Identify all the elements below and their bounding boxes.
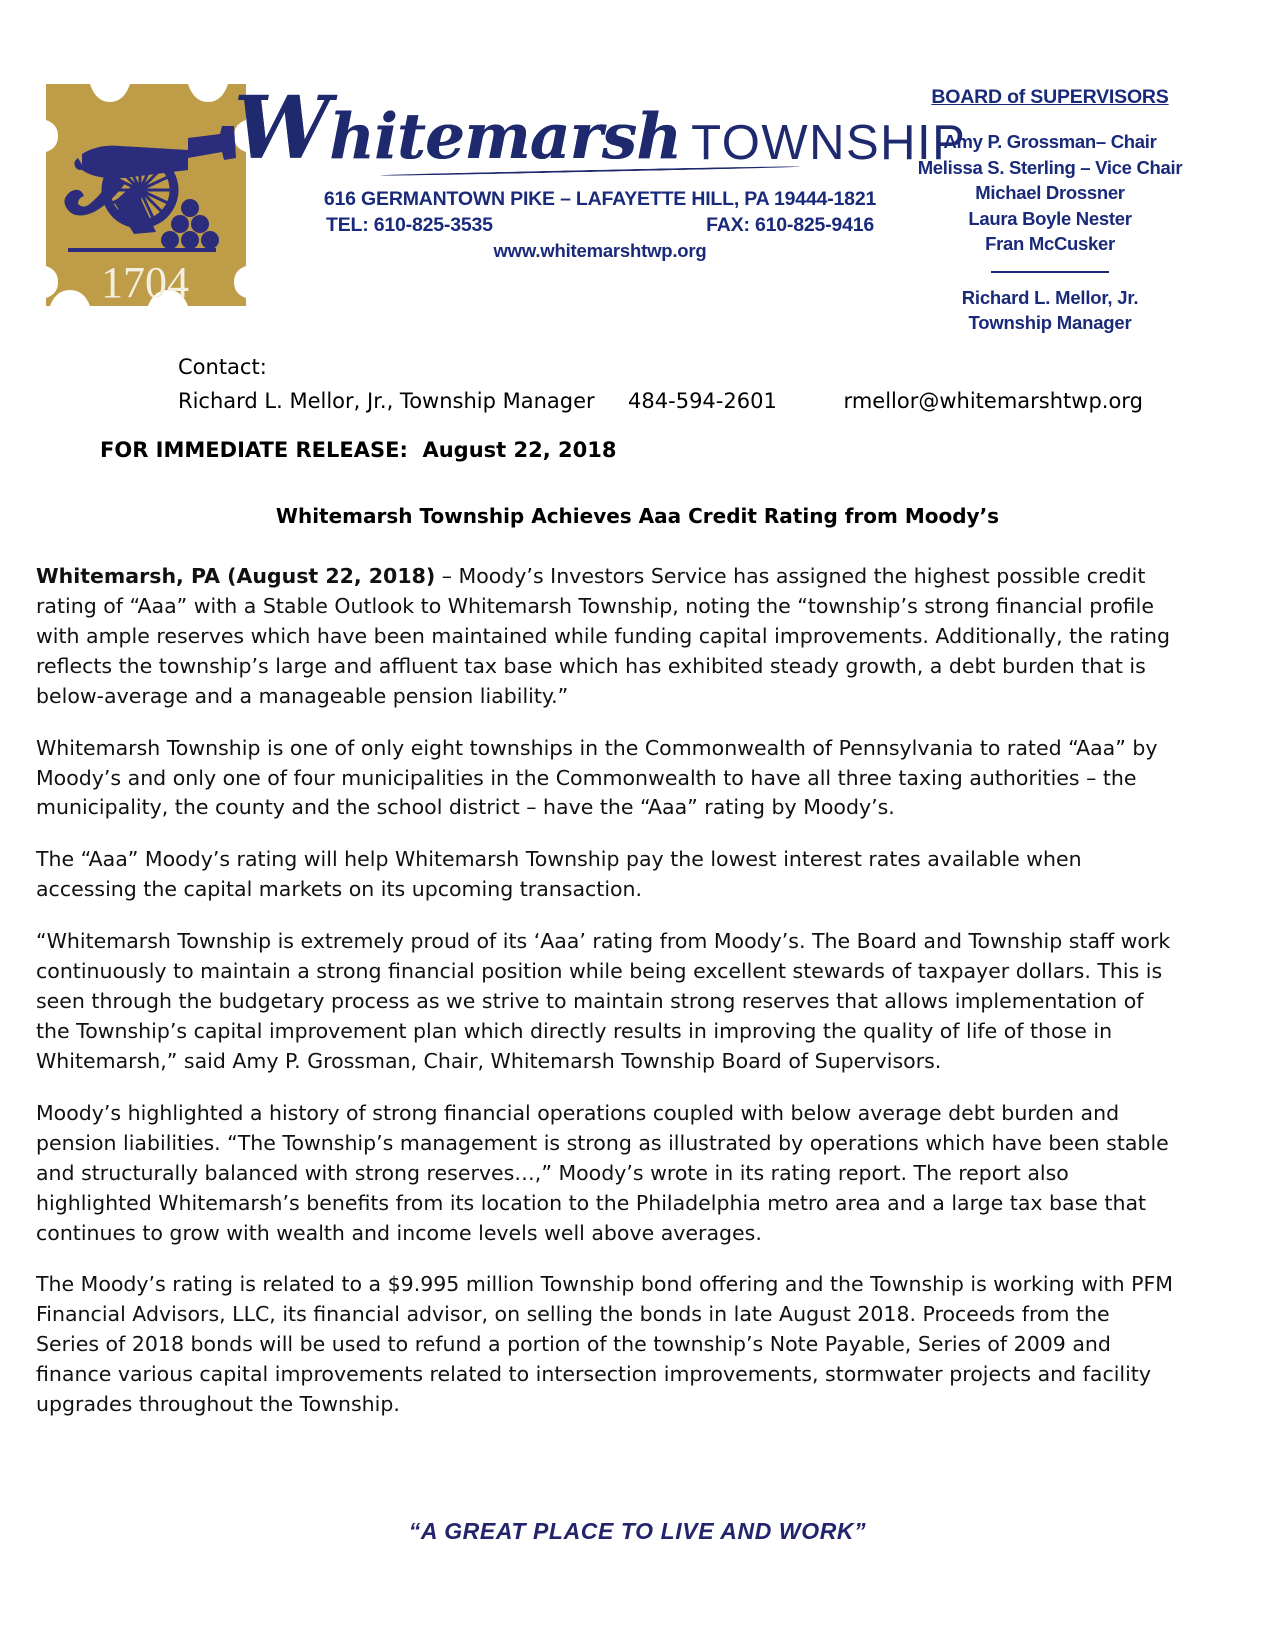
address-block bbox=[320, 186, 880, 264]
page-title: Whitemarsh Township Achieves Aaa Credit Rating from Moody’s bbox=[275, 504, 1000, 528]
township-wordmark bbox=[233, 66, 967, 179]
footer-tagline: “A GREAT PLACE TO LIVE AND WORK” bbox=[408, 1518, 867, 1544]
paragraph-text: – Moody’s Investors Service has assigned the highest possible credit rating of “Aaa” with a Stable Outlook to Whitemarsh Township, noting the “township’s strong financial profile with ample reserves which have been maintained while funding capital improvements. Additionally, the rating reflects the township’s large and affluent tax base which has exhibited steady growth, a debt burden that is below-average and a manageable pension liability.” bbox=[36, 564, 1171, 708]
wordmark-township: TOWNSHIP bbox=[691, 116, 967, 170]
paragraph-text: Moody’s highlighted a history of strong financial operations coupled with below average debt burden and pension liabilities. “The Township’s management is strong as illustrated by operations which have been stable and structurally balanced with strong reserves…,” Moody’s wrote in its rating report. The report also highlighted Whitemarsh’s benefits from its location to the Philadelphia metro area and a large tax base that continues to grow with wealth and income levels well above averages. bbox=[36, 1100, 1169, 1245]
website-url[interactable]: www.whitemarshtwp.org bbox=[493, 239, 707, 261]
board-member: Michael Drossner bbox=[975, 182, 1125, 204]
letterhead bbox=[0, 0, 1275, 334]
dateline: Whitemarsh, PA (August 22, 2018) bbox=[36, 564, 436, 588]
paragraph bbox=[36, 562, 1176, 712]
paragraph-text: The “Aaa” Moody’s rating will help Whitemarsh Township pay the lowest interest rates available when accessing the capital markets on its upcoming transaction. bbox=[36, 847, 1082, 902]
paragraph bbox=[36, 845, 1176, 905]
cannon-crest-icon bbox=[38, 62, 253, 312]
board-member: Fran McCusker bbox=[985, 233, 1115, 255]
board-of-supervisors-block bbox=[905, 86, 1195, 336]
manager-name: Richard L. Mellor, Jr. bbox=[961, 286, 1139, 308]
article-body bbox=[36, 562, 1176, 1442]
contact-label: Contact: bbox=[178, 355, 267, 379]
paragraph-text: The Moody’s rating is related to a $9.995 million Township bond offering and the Township is working with PFM Financial Advisors, LLC, its financial advisor, on selling the bonds in late August 2018. Proceeds from the Series of 2018 bonds will be used to refund a portion of the township’s Note Payable, Series of 2009 and finance various capital improvements related to intersection improvements, stormwater projects and facility upgrades throughout the Township. bbox=[36, 1272, 1173, 1417]
contact-details: Richard L. Mellor, Jr., Township Manager 484-594-2601 rmellor@whitemarshtwp.org bbox=[178, 389, 1143, 414]
paragraph-text: Whitemarsh Township is one of only eight townships in the Commonwealth of Pennsylvania to rated “Aaa” by Moody’s and only one of four municipalities in the Commonwealth to have all three taxing authorities – the municipality, the county and the school district – have the “Aaa” rating by Moody’s. bbox=[36, 735, 1158, 820]
board-member: Melissa S. Sterling – Vice Chair bbox=[917, 156, 1183, 178]
fax: FAX: 610-825-9416 bbox=[706, 214, 874, 237]
release-date-line: FOR IMMEDIATE RELEASE: August 22, 2018 bbox=[100, 438, 617, 462]
board-member: Laura Boyle Nester bbox=[968, 207, 1132, 229]
contact-block bbox=[178, 350, 1143, 418]
paragraph-text: “Whitemarsh Township is extremely proud of its ‘Aaa’ rating from Moody’s. The Board and Township staff work continuously to maintain a strong financial position while being excellent stewards of taxpayer dollars. This is seen through the budgetary process as we strive to maintain strong reserves that allows implementation of the Township’s capital improvement plan which directly results in improving the quality of life of those in Whitemarsh,” said Amy P. Grossman, Chair, Whitemarsh Township Board of Supervisors. bbox=[36, 929, 1171, 1073]
telephone: TEL: 610-825-3535 bbox=[326, 214, 493, 237]
svg-text:1704: 1704 bbox=[101, 258, 189, 307]
paragraph bbox=[36, 734, 1176, 824]
phone-fax-row bbox=[320, 212, 880, 238]
masthead bbox=[233, 66, 967, 264]
board-member: Amy P. Grossman– Chair bbox=[943, 131, 1157, 152]
township-manager-block bbox=[905, 285, 1195, 336]
manager-title: Township Manager bbox=[968, 312, 1132, 334]
board-divider bbox=[991, 271, 1109, 273]
street-address: 616 GERMANTOWN PIKE – LAFAYETTE HILL, PA 19444-1821 bbox=[323, 188, 877, 210]
board-member-list bbox=[905, 129, 1195, 257]
paragraph bbox=[36, 1099, 1176, 1249]
wordmark-script: Whitemarsh bbox=[233, 78, 682, 179]
paragraph bbox=[36, 1270, 1176, 1420]
paragraph bbox=[36, 927, 1176, 1077]
township-crest bbox=[38, 62, 253, 312]
board-title: BOARD of SUPERVISORS bbox=[931, 86, 1169, 108]
